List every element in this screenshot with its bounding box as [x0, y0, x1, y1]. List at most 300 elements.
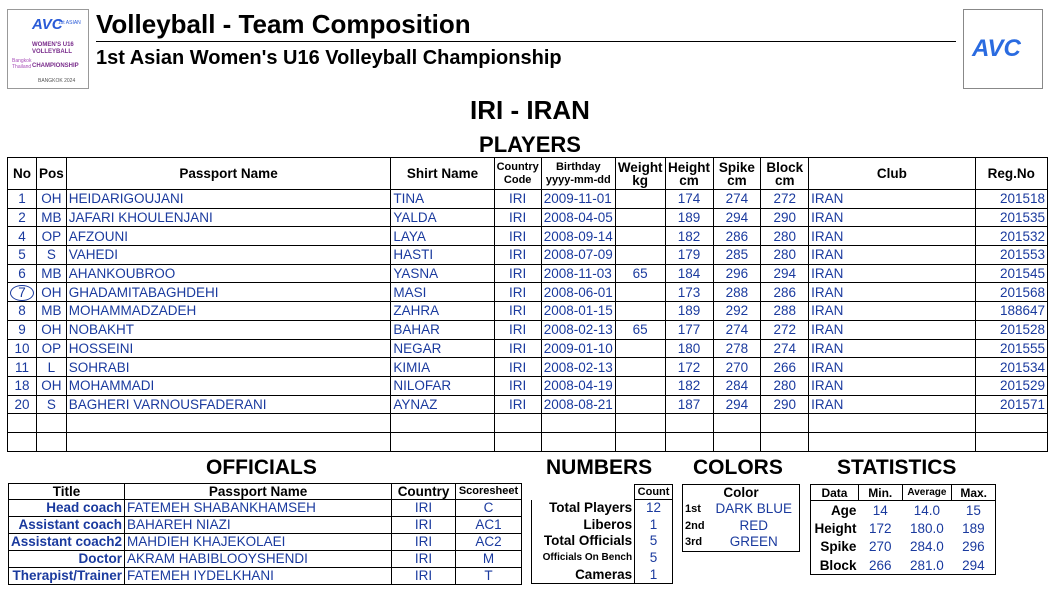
official-scoresheet: AC1: [456, 517, 522, 534]
cell-shirt: MASI: [391, 283, 494, 302]
col-height-l2: cm: [679, 172, 699, 188]
empty-cell: [809, 414, 975, 433]
color-value: GREEN: [709, 534, 800, 551]
col-club: Club: [809, 158, 975, 190]
empty-cell: [66, 414, 391, 433]
cell-height: 189: [665, 208, 713, 227]
cell-club: IRAN: [809, 395, 975, 414]
cell-pos: S: [37, 395, 67, 414]
cell-shirt: LAYA: [391, 227, 494, 246]
cell-birthday: 2009-01-10: [541, 339, 615, 358]
col-birthday-l1: Birthday: [555, 160, 601, 173]
numbers-heading: NUMBERS: [546, 456, 653, 479]
col-color: Color: [683, 485, 800, 501]
official-passport: MAHDIEH KHAJEKOLAEI: [125, 534, 392, 551]
cell-height: 174: [665, 190, 713, 209]
color-row: [683, 534, 800, 551]
cell-height: 173: [665, 283, 713, 302]
cell-passport: SOHRABI: [66, 358, 391, 377]
empty-cell: [809, 432, 975, 451]
cell-no: 1: [8, 190, 37, 209]
cell-country: IRI: [494, 227, 541, 246]
official-country: IRI: [392, 517, 456, 534]
numbers-row: [532, 550, 673, 567]
logo-city: Bangkok Thailand: [12, 58, 32, 70]
table-row: [8, 208, 1048, 227]
cell-country: IRI: [494, 246, 541, 265]
official-row: [9, 534, 522, 551]
cell-passport: JAFARI KHOULENJANI: [66, 208, 391, 227]
empty-row: [8, 414, 1048, 433]
col-title: Title: [9, 484, 125, 500]
cell-no: [8, 283, 37, 302]
logo-mark: AVC: [32, 16, 63, 33]
cell-passport: BAGHERI VARNOUSFADERANI: [66, 395, 391, 414]
cell-passport: AFZOUNI: [66, 227, 391, 246]
empty-cell: [761, 432, 809, 451]
cell-passport: VAHEDI: [66, 246, 391, 265]
cell-no: 10: [8, 339, 37, 358]
empty-cell: [66, 432, 391, 451]
cell-passport: HEIDARIGOUJANI: [66, 190, 391, 209]
cell-no: 11: [8, 358, 37, 377]
cell-club: IRAN: [809, 302, 975, 321]
color-order: 2nd: [683, 517, 709, 534]
cell-block: 280: [761, 227, 809, 246]
cell-reg: 201528: [975, 320, 1047, 339]
cell-height: 172: [665, 358, 713, 377]
cell-reg: 201568: [975, 283, 1047, 302]
colors-header-row: [683, 485, 800, 501]
col-min: Min.: [858, 485, 902, 501]
table-row: [8, 246, 1048, 265]
col-country-l2: Code: [503, 173, 532, 186]
col-block-l2: cm: [774, 172, 795, 188]
stat-min: 172: [868, 520, 892, 536]
empty-cell: [761, 414, 809, 433]
cell-no: 4: [8, 227, 37, 246]
cell-weight: 65: [615, 320, 665, 339]
table-row: [8, 339, 1048, 358]
cell-spike: 278: [713, 339, 761, 358]
stat-label: Age: [811, 501, 859, 520]
numbers-header-row: [532, 485, 673, 500]
col-birthday-l2: yyyy-mm-dd: [545, 173, 611, 186]
stat-avg: 284.0: [910, 539, 944, 555]
numbers-row: [532, 533, 673, 550]
empty-cell: [665, 432, 713, 451]
col-spike-l2: cm: [727, 172, 747, 188]
cell-birthday: 2008-09-14: [541, 227, 615, 246]
stat-max: 189: [952, 519, 996, 538]
numbers-value: 1: [635, 516, 673, 533]
col-weight-l2: kg: [632, 172, 649, 188]
cell-club: IRAN: [809, 190, 975, 209]
cell-pos: OH: [37, 190, 67, 209]
empty-cell: [494, 414, 541, 433]
cell-club: IRAN: [809, 358, 975, 377]
cell-spike: 274: [713, 320, 761, 339]
table-row: [8, 395, 1048, 414]
logo-tag: 1st ASIAN: [58, 20, 81, 26]
official-country: IRI: [392, 500, 456, 517]
empty-cell: [975, 414, 1047, 433]
stat-label: Block: [811, 556, 859, 575]
cell-shirt: NEGAR: [391, 339, 494, 358]
cell-reg: 188647: [975, 302, 1047, 321]
numbers-value: 12: [635, 500, 673, 517]
stat-avg: 281.0: [902, 556, 952, 575]
cell-birthday: 2008-01-15: [541, 302, 615, 321]
cell-shirt: HASTI: [391, 246, 494, 265]
official-row: [9, 568, 522, 585]
color-value: RED: [709, 517, 800, 534]
cell-height: 187: [665, 395, 713, 414]
col-reg: Reg.No: [975, 158, 1047, 190]
col-birthday: [541, 158, 615, 190]
cell-pos: MB: [37, 302, 67, 321]
empty-cell: [37, 414, 67, 433]
cell-country: IRI: [494, 302, 541, 321]
cell-block: 272: [761, 320, 809, 339]
cell-birthday: 2009-11-01: [541, 190, 615, 209]
colors-heading: COLORS: [693, 456, 783, 479]
col-max: Max.: [952, 485, 996, 501]
cell-reg: 201532: [975, 227, 1047, 246]
cell-weight: [615, 190, 665, 209]
official-country: IRI: [392, 534, 456, 551]
avc-logo: [963, 9, 1043, 89]
logo-footer: BANGKOK 2024: [38, 78, 76, 84]
stat-avg: 14.0: [913, 502, 941, 518]
cell-pos: MB: [37, 208, 67, 227]
col-country-l1: Country: [496, 160, 539, 173]
empty-cell: [391, 432, 494, 451]
cell-birthday: 2008-11-03: [541, 264, 615, 283]
col-spike: [713, 158, 761, 190]
cell-block: 266: [761, 358, 809, 377]
avc-logo-mark: AVC: [972, 35, 1021, 62]
cell-birthday: 2008-04-05: [541, 208, 615, 227]
cell-birthday: 2008-08-21: [541, 395, 615, 414]
color-order: 1st: [683, 500, 709, 517]
cell-spike: 288: [713, 283, 761, 302]
col-weight: [615, 158, 665, 190]
numbers-label: Liberos: [532, 516, 635, 533]
cell-no: 8: [8, 302, 37, 321]
cell-reg: 201529: [975, 376, 1047, 395]
cell-country: IRI: [494, 376, 541, 395]
cell-reg: 201518: [975, 190, 1047, 209]
cell-spike: 294: [713, 208, 761, 227]
cell-block: 286: [761, 283, 809, 302]
cell-club: IRAN: [809, 227, 975, 246]
numbers-label: Total Players: [532, 500, 635, 517]
col-spike-l1: Spike: [718, 159, 755, 175]
cell-spike: 274: [713, 190, 761, 209]
col-height-l1: Height: [668, 159, 711, 175]
empty-cell: [8, 414, 37, 433]
table-row: [8, 283, 1048, 302]
cell-weight: [615, 208, 665, 227]
cell-shirt: TINA: [391, 190, 494, 209]
cell-pos: S: [37, 246, 67, 265]
statistics-table: [810, 484, 996, 575]
players-table: [7, 157, 1048, 452]
cell-shirt: NILOFAR: [391, 376, 494, 395]
numbers-value: 5: [635, 533, 673, 550]
cell-shirt: BAHAR: [391, 320, 494, 339]
numbers-value: 5: [635, 550, 673, 567]
empty-cell: [541, 414, 615, 433]
cell-pos: MB: [37, 264, 67, 283]
stat-min: 266: [858, 556, 902, 575]
official-country: IRI: [392, 551, 456, 568]
cell-club: IRAN: [809, 264, 975, 283]
cell-country: IRI: [494, 283, 541, 302]
cell-birthday: 2008-02-13: [541, 358, 615, 377]
cell-height: 180: [665, 339, 713, 358]
cell-club: IRAN: [809, 320, 975, 339]
cell-country: IRI: [494, 320, 541, 339]
team-name: IRI - IRAN: [470, 95, 590, 125]
cell-spike: 284: [713, 376, 761, 395]
official-title: Doctor: [9, 551, 125, 568]
cell-weight: 65: [615, 264, 665, 283]
empty-cell: [615, 414, 665, 433]
official-passport: BAHAREH NIAZI: [125, 517, 392, 534]
numbers-header-blank: [532, 485, 635, 500]
statistics-header-row: [811, 485, 996, 501]
cell-no: 18: [8, 376, 37, 395]
col-shirt: Shirt Name: [391, 158, 494, 190]
cell-reg: 201555: [975, 339, 1047, 358]
cell-height: 179: [665, 246, 713, 265]
color-row: [683, 500, 800, 517]
officials-heading: OFFICIALS: [206, 456, 317, 479]
empty-cell: [713, 432, 761, 451]
official-scoresheet: M: [456, 551, 522, 568]
cell-birthday: 2008-04-19: [541, 376, 615, 395]
official-scoresheet: AC2: [456, 534, 522, 551]
official-row: [9, 500, 522, 517]
cell-block: 288: [761, 302, 809, 321]
official-row: [9, 551, 522, 568]
cell-passport: MOHAMMADI: [66, 376, 391, 395]
officials-table: [8, 483, 522, 585]
cell-weight: [615, 376, 665, 395]
cell-weight: [615, 283, 665, 302]
title-divider: [96, 41, 956, 42]
official-passport: FATEMEH SHABANKHAMSEH: [125, 500, 392, 517]
col-official-country: Country: [392, 484, 456, 500]
numbers-row: [532, 500, 673, 517]
cell-shirt: AYNAZ: [391, 395, 494, 414]
cell-no: 20: [8, 395, 37, 414]
cell-passport: GHADAMITABAGHDEHI: [66, 283, 391, 302]
numbers-row: [532, 516, 673, 533]
cell-no: 6: [8, 264, 37, 283]
page-title: Volleyball - Team Composition: [96, 9, 471, 39]
cell-country: IRI: [494, 395, 541, 414]
cell-height: 177: [665, 320, 713, 339]
players-header-row: [8, 158, 1048, 190]
cell-passport: NOBAKHT: [66, 320, 391, 339]
cell-spike: 292: [713, 302, 761, 321]
official-row: [9, 517, 522, 534]
cell-passport: AHANKOUBROO: [66, 264, 391, 283]
cell-country: IRI: [494, 358, 541, 377]
col-country: [494, 158, 541, 190]
stat-avg: 180.0: [910, 520, 944, 536]
empty-row: [8, 432, 1048, 451]
cell-reg: 201553: [975, 246, 1047, 265]
stat-min: 270: [868, 539, 892, 555]
col-passport: Passport Name: [66, 158, 391, 190]
cell-weight: [615, 339, 665, 358]
col-scoresheet: Scoresheet: [456, 484, 522, 500]
color-row: [683, 517, 800, 534]
official-title: Head coach: [9, 500, 125, 517]
numbers-row: [532, 567, 673, 584]
cell-shirt: KIMIA: [391, 358, 494, 377]
cell-reg: 201534: [975, 358, 1047, 377]
cell-block: 294: [761, 264, 809, 283]
cell-club: IRAN: [809, 283, 975, 302]
col-block: [761, 158, 809, 190]
cell-height: 184: [665, 264, 713, 283]
empty-cell: [975, 432, 1047, 451]
logo-line2: CHAMPIONSHIP: [32, 63, 79, 69]
table-row: [8, 320, 1048, 339]
cell-block: 280: [761, 246, 809, 265]
cell-shirt: ZAHRA: [391, 302, 494, 321]
cell-country: IRI: [494, 190, 541, 209]
cell-passport: MOHAMMADZADEH: [66, 302, 391, 321]
empty-cell: [713, 414, 761, 433]
official-scoresheet: T: [456, 568, 522, 585]
stat-max: 296: [952, 538, 996, 557]
col-data: Data: [811, 485, 859, 501]
table-row: [8, 376, 1048, 395]
captain-marker: 7: [10, 285, 34, 301]
cell-birthday: 2008-06-01: [541, 283, 615, 302]
cell-no: 9: [8, 320, 37, 339]
cell-club: IRAN: [809, 376, 975, 395]
numbers-value: 1: [635, 567, 673, 584]
col-count: Count: [635, 485, 673, 500]
cell-spike: 286: [713, 227, 761, 246]
official-passport: FATEMEH IYDELKHANI: [125, 568, 392, 585]
cell-height: 189: [665, 302, 713, 321]
cell-pos: OH: [37, 283, 67, 302]
col-official-passport: Passport Name: [125, 484, 392, 500]
table-row: [8, 227, 1048, 246]
cell-birthday: 2008-07-09: [541, 246, 615, 265]
col-avg: Average: [902, 485, 952, 501]
cell-block: 290: [761, 208, 809, 227]
cell-birthday: 2008-02-13: [541, 320, 615, 339]
cell-club: IRAN: [809, 246, 975, 265]
cell-block: 274: [761, 339, 809, 358]
stat-row: [811, 538, 996, 557]
cell-reg: 201571: [975, 395, 1047, 414]
cell-no: 2: [8, 208, 37, 227]
empty-cell: [37, 432, 67, 451]
logo-line1: WOMEN'S U16 VOLLEYBALL: [32, 42, 74, 55]
empty-cell: [391, 414, 494, 433]
cell-height: 182: [665, 376, 713, 395]
cell-block: 272: [761, 190, 809, 209]
cell-reg: 201545: [975, 264, 1047, 283]
official-scoresheet: C: [456, 500, 522, 517]
stat-min: 14: [872, 502, 888, 518]
color-value: DARK BLUE: [709, 500, 800, 517]
cell-weight: [615, 246, 665, 265]
stat-max: 294: [952, 556, 996, 575]
cell-spike: 294: [713, 395, 761, 414]
empty-cell: [8, 432, 37, 451]
col-weight-l1: Weight: [617, 159, 663, 175]
table-row: [8, 264, 1048, 283]
col-block-l1: Block: [766, 159, 804, 175]
col-no: No: [8, 158, 37, 190]
officials-header-row: [9, 484, 522, 500]
cell-spike: 270: [713, 358, 761, 377]
cell-pos: L: [37, 358, 67, 377]
official-title: Therapist/Trainer: [9, 568, 125, 585]
table-row: [8, 190, 1048, 209]
cell-weight: [615, 227, 665, 246]
official-passport: AKRAM HABIBLOOYSHENDI: [125, 551, 392, 568]
col-pos: Pos: [37, 158, 67, 190]
official-title: Assistant coach2: [9, 534, 125, 551]
cell-club: IRAN: [809, 208, 975, 227]
table-row: [8, 302, 1048, 321]
numbers-label: Officials On Bench: [532, 550, 635, 567]
cell-weight: [615, 302, 665, 321]
stat-label: Height: [811, 519, 859, 538]
colors-table: [682, 484, 800, 552]
cell-pos: OP: [37, 339, 67, 358]
color-order: 3rd: [683, 534, 709, 551]
cell-country: IRI: [494, 208, 541, 227]
statistics-heading: STATISTICS: [837, 456, 957, 479]
cell-country: IRI: [494, 264, 541, 283]
cell-height: 182: [665, 227, 713, 246]
cell-block: 290: [761, 395, 809, 414]
numbers-label: Total Officials: [532, 533, 635, 550]
stat-row: [811, 556, 996, 575]
players-heading: PLAYERS: [479, 132, 581, 157]
cell-no: 5: [8, 246, 37, 265]
empty-cell: [541, 432, 615, 451]
stat-label: Spike: [811, 538, 859, 557]
empty-cell: [665, 414, 713, 433]
cell-shirt: YASNA: [391, 264, 494, 283]
page-subtitle: 1st Asian Women's U16 Volleyball Championship: [96, 47, 562, 69]
cell-spike: 296: [713, 264, 761, 283]
cell-block: 280: [761, 376, 809, 395]
numbers-label: Cameras: [532, 567, 635, 584]
cell-passport: HOSSEINI: [66, 339, 391, 358]
stat-row: [811, 519, 996, 538]
empty-cell: [494, 432, 541, 451]
cell-country: IRI: [494, 339, 541, 358]
cell-pos: OP: [37, 227, 67, 246]
cell-pos: OH: [37, 376, 67, 395]
stat-row: [811, 501, 996, 520]
